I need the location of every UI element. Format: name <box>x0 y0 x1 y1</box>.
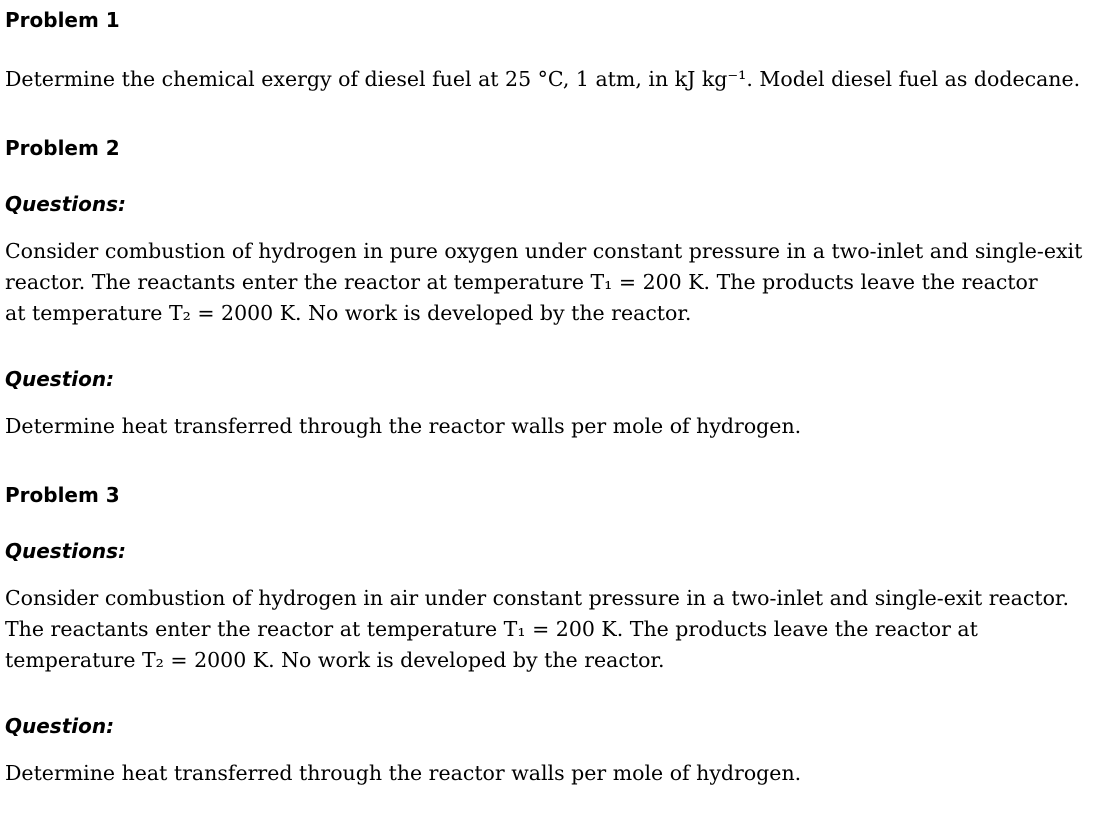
problem-3-statement-line-1: Consider combustion of hydrogen in air under constant pressure in a two-inlet and single-exit reactor. <box>5 586 1069 610</box>
problem-1-title: Problem 1 <box>5 8 120 32</box>
problem-2-question-label: Question: <box>5 367 115 391</box>
problem-2-statement-line-1: Consider combustion of hydrogen in pure oxygen under constant pressure in a two-inlet and single-exit <box>5 239 1083 263</box>
problem-1-text <box>5 64 1108 95</box>
problem-2-question <box>5 411 1108 442</box>
problem-3-question <box>5 758 1108 789</box>
problem-1-text-line: Determine the chemical exergy of diesel fuel at 25 °C, 1 atm, in kJ kg⁻¹. Model diesel fuel as dodecane. <box>5 67 1081 91</box>
problem-3-questions-label: Questions: <box>5 539 127 563</box>
problem-2-statement <box>5 236 1108 329</box>
problem-3-statement <box>5 583 1108 676</box>
problem-2-statement-line-3: at temperature T₂ = 2000 K. No work is developed by the reactor. <box>5 301 692 325</box>
problem-3-question-label: Question: <box>5 714 115 738</box>
problem-3-statement-line-2: The reactants enter the reactor at temperature T₁ = 200 K. The products leave the reactor at <box>5 617 978 641</box>
problem-2-statement-line-2: reactor. The reactants enter the reactor at temperature T₁ = 200 K. The products leave the reactor <box>5 270 1038 294</box>
problem-2-title: Problem 2 <box>5 136 120 160</box>
problem-2-questions-label: Questions: <box>5 192 127 216</box>
problem-2-question-text: Determine heat transferred through the reactor walls per mole of hydrogen. <box>5 414 802 438</box>
problem-3-question-text: Determine heat transferred through the reactor walls per mole of hydrogen. <box>5 761 802 785</box>
problem-3-statement-line-3: temperature T₂ = 2000 K. No work is developed by the reactor. <box>5 648 665 672</box>
problem-3-title: Problem 3 <box>5 483 120 507</box>
